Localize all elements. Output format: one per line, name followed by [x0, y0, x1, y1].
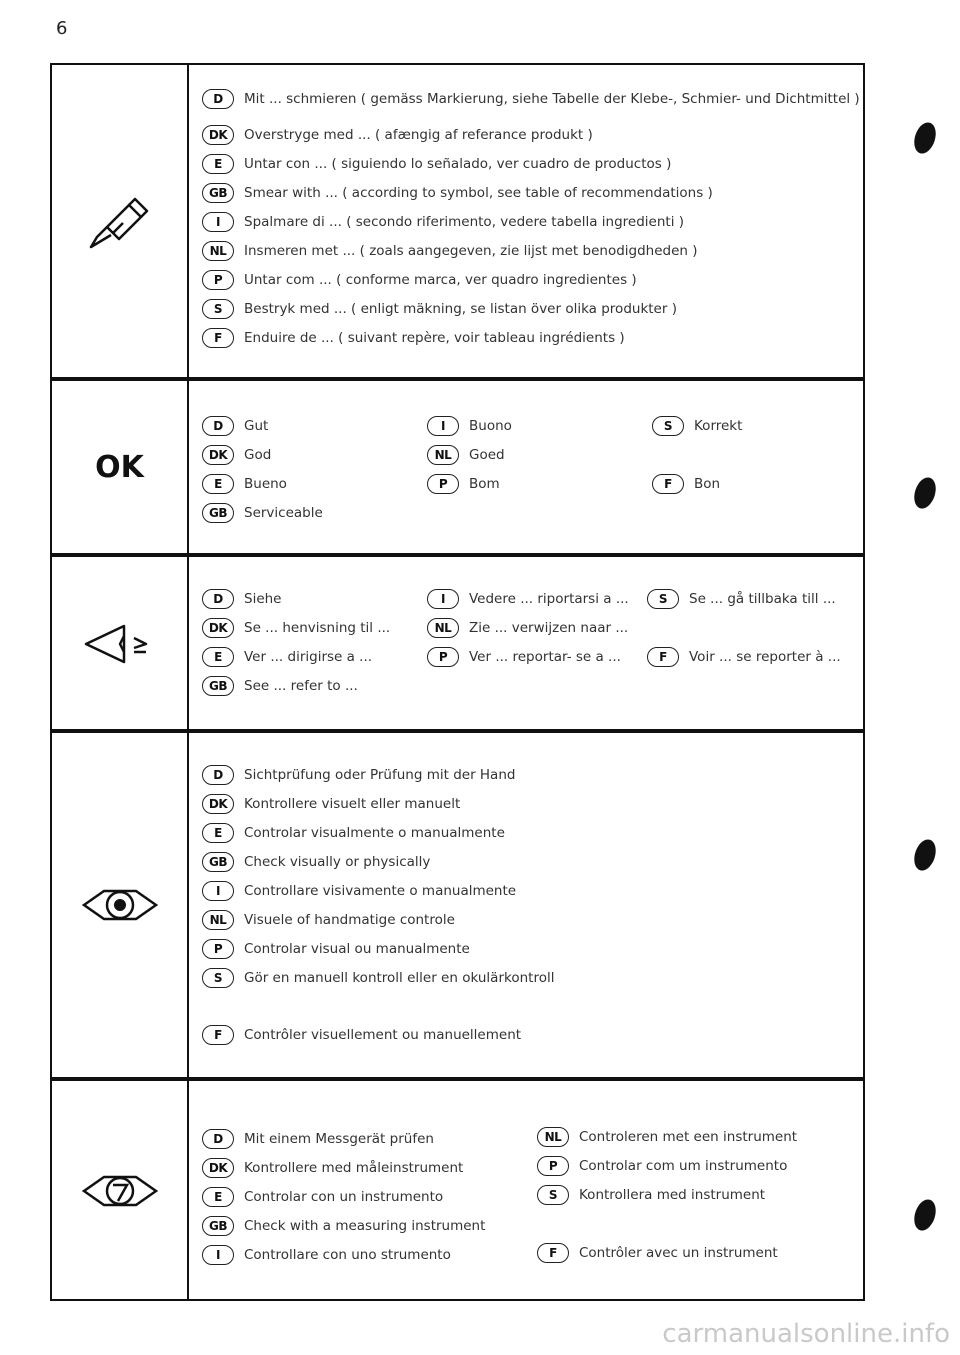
language-badge: DK — [202, 794, 234, 814]
eye-icon — [80, 883, 160, 927]
entry — [202, 152, 671, 176]
entry — [202, 1243, 451, 1267]
entry — [202, 1156, 463, 1180]
entry-text: Mit einem Messgerät prüfen — [244, 1131, 434, 1147]
language-badge: F — [647, 647, 679, 667]
visual-icon-cell — [52, 733, 187, 1077]
language-badge: NL — [537, 1127, 569, 1147]
entry — [202, 268, 637, 292]
language-badge: GB — [202, 852, 234, 872]
entry-text: Visuele of handmatige controle — [244, 912, 455, 928]
language-badge: DK — [202, 125, 234, 145]
language-badge: DK — [202, 1158, 234, 1178]
language-badge: E — [202, 823, 234, 843]
language-badge: P — [202, 270, 234, 290]
entry-text: Untar con ... ( siguiendo lo señalado, ver cuadro de productos ) — [244, 156, 672, 172]
language-badge: NL — [427, 618, 459, 638]
language-badge: GB — [202, 183, 234, 203]
language-badge: F — [537, 1243, 569, 1263]
entry — [202, 1023, 521, 1047]
entry-text: Untar com ... ( conforme marca, ver quadro ingredientes ) — [244, 272, 637, 288]
entry-text: Kontrollere visuelt eller manuelt — [244, 796, 461, 812]
entry-text: Controlar con un instrumento — [244, 1189, 444, 1205]
entry-text: Controlar visual ou manualmente — [244, 941, 470, 957]
entry-text: Se ... gå tillbaka till ... — [689, 591, 836, 607]
entry — [202, 821, 505, 845]
measure-icon-cell — [52, 1081, 187, 1301]
language-badge: NL — [202, 241, 234, 261]
entry — [427, 587, 629, 611]
language-badge: NL — [202, 910, 234, 930]
entry-text: Mit ... schmieren ( gemäss Markierung, siehe Tabelle der Klebe-, Schmier- und Dichtmittel ) — [244, 91, 860, 107]
entry-text: Se ... henvisning til ... — [244, 620, 391, 636]
language-badge: P — [427, 647, 459, 667]
entry — [537, 1241, 778, 1265]
entry — [427, 414, 512, 438]
entry — [202, 472, 287, 496]
language-badge: I — [202, 881, 234, 901]
entry — [427, 645, 621, 669]
language-badge: E — [202, 647, 234, 667]
entry-text: Controlar com um instrumento — [579, 1158, 788, 1174]
entry-text: Voir ... se reporter à ... — [689, 649, 841, 665]
language-badge: F — [202, 1025, 234, 1045]
entry-text: Korrekt — [694, 418, 743, 434]
entry-text: Bom — [469, 476, 500, 492]
entry — [202, 587, 282, 611]
punch-hole — [911, 120, 940, 157]
smear-icon-cell — [52, 65, 187, 377]
entry-text: Ver ... dirigirse a ... — [244, 649, 373, 665]
entry — [202, 674, 358, 698]
entry-text: Check with a measuring instrument — [244, 1218, 486, 1234]
language-badge: GB — [202, 1216, 234, 1236]
language-badge: P — [427, 474, 459, 494]
punch-hole — [911, 475, 940, 512]
language-badge: GB — [202, 503, 234, 523]
entry-text: God — [244, 447, 272, 463]
entry — [202, 1127, 434, 1151]
entry-text: Gör en manuell kontroll eller en okulärkontroll — [244, 970, 555, 986]
ok-label: OK — [95, 449, 144, 485]
entry-text: Controllare visivamente o manualmente — [244, 883, 517, 899]
entry-text: Controlar visualmente o manualmente — [244, 825, 505, 841]
entry — [202, 850, 430, 874]
punch-hole — [911, 837, 940, 874]
entry — [537, 1125, 797, 1149]
entry — [202, 908, 455, 932]
entry-text: Bueno — [244, 476, 287, 492]
entry-text: Ver ... reportar- se a ... — [469, 649, 621, 665]
entry — [202, 239, 698, 263]
entry-text: Contrôler visuellement ou manuellement — [244, 1027, 522, 1043]
entry-text: Buono — [469, 418, 512, 434]
language-badge: GB — [202, 676, 234, 696]
entry-text: Kontrollera med instrument — [579, 1187, 766, 1203]
entry-text: Smear with ... ( according to symbol, see table of recommendations ) — [244, 185, 713, 201]
language-badge: I — [202, 1245, 234, 1265]
page-number: 6 — [56, 18, 68, 39]
entry — [202, 87, 860, 111]
gauge-eye-icon — [80, 1169, 160, 1213]
entry-text: Bestryk med ... ( enligt mäkning, se listan över olika produkter ) — [244, 301, 677, 317]
entry — [537, 1154, 787, 1178]
language-badge: D — [202, 589, 234, 609]
entry-text: Zie ... verwijzen naar ... — [469, 620, 629, 636]
entry-text: Goed — [469, 447, 505, 463]
entry — [202, 937, 470, 961]
see-icon-cell — [52, 557, 187, 729]
entry-text: Kontrollere med måleinstrument — [244, 1160, 464, 1176]
language-badge: D — [202, 765, 234, 785]
entry — [652, 472, 720, 496]
entry-text: Sichtprüfung oder Prüfung mit der Hand — [244, 767, 516, 783]
entry — [202, 966, 554, 990]
language-badge: D — [202, 89, 234, 109]
entry — [202, 210, 684, 234]
entry — [647, 645, 841, 669]
language-badge: E — [202, 1187, 234, 1207]
language-badge: I — [427, 589, 459, 609]
language-badge: P — [202, 939, 234, 959]
entry-text: Serviceable — [244, 505, 323, 521]
entry — [202, 297, 677, 321]
reference-arrow-icon — [80, 618, 160, 668]
entry — [202, 326, 625, 350]
entry — [202, 1214, 485, 1238]
entry — [202, 879, 516, 903]
language-badge: DK — [202, 445, 234, 465]
language-badge: S — [202, 968, 234, 988]
entry-text: Bon — [694, 476, 721, 492]
language-badge: S — [652, 416, 684, 436]
entry-text: See ... refer to ... — [244, 678, 358, 694]
entry-text: Contrôler avec un instrument — [579, 1245, 778, 1261]
watermark: carmanualsonline.info — [662, 1319, 950, 1349]
entry-text: Controleren met een instrument — [579, 1129, 798, 1145]
entry — [427, 443, 505, 467]
oil-can-icon — [85, 191, 155, 251]
language-badge: E — [202, 474, 234, 494]
entry — [427, 472, 500, 496]
language-badge: I — [427, 416, 459, 436]
entry — [202, 501, 323, 525]
symbol-table — [50, 63, 865, 1301]
punch-hole — [911, 1197, 940, 1234]
language-badge: S — [537, 1185, 569, 1205]
entry — [537, 1183, 765, 1207]
entry-text: Enduire de ... ( suivant repère, voir tableau ingrédients ) — [244, 330, 625, 346]
language-badge: P — [537, 1156, 569, 1176]
language-badge: F — [652, 474, 684, 494]
language-badge: D — [202, 1129, 234, 1149]
entry — [202, 414, 268, 438]
language-badge: S — [202, 299, 234, 319]
language-badge: I — [202, 212, 234, 232]
language-badge: F — [202, 328, 234, 348]
entry-text: Insmeren met ... ( zoals aangegeven, zie lijst met benodigdheden ) — [244, 243, 698, 259]
entry — [202, 645, 372, 669]
entry — [202, 123, 593, 147]
entry-text: Check visually or physically — [244, 854, 431, 870]
entry-text: Siehe — [244, 591, 282, 607]
entry-text: Gut — [244, 418, 269, 434]
entry-text: Overstryge med ... ( afængig af referance produkt ) — [244, 127, 593, 143]
language-badge: S — [647, 589, 679, 609]
entry-text: Controllare con uno strumento — [244, 1247, 451, 1263]
entry-text: Spalmare di ... ( secondo riferimento, vedere tabella ingredienti ) — [244, 214, 685, 230]
language-badge: D — [202, 416, 234, 436]
language-badge: E — [202, 154, 234, 174]
entry — [427, 616, 628, 640]
entry-text: Vedere ... riportarsi a ... — [469, 591, 629, 607]
entry — [202, 763, 515, 787]
entry — [202, 181, 713, 205]
entry — [202, 1185, 443, 1209]
entry — [652, 414, 742, 438]
entry — [202, 443, 271, 467]
entry — [647, 587, 836, 611]
entry — [202, 616, 390, 640]
ok-icon-cell — [52, 381, 187, 553]
column-divider — [187, 65, 189, 1299]
language-badge: NL — [427, 445, 459, 465]
entry — [202, 792, 460, 816]
language-badge: DK — [202, 618, 234, 638]
